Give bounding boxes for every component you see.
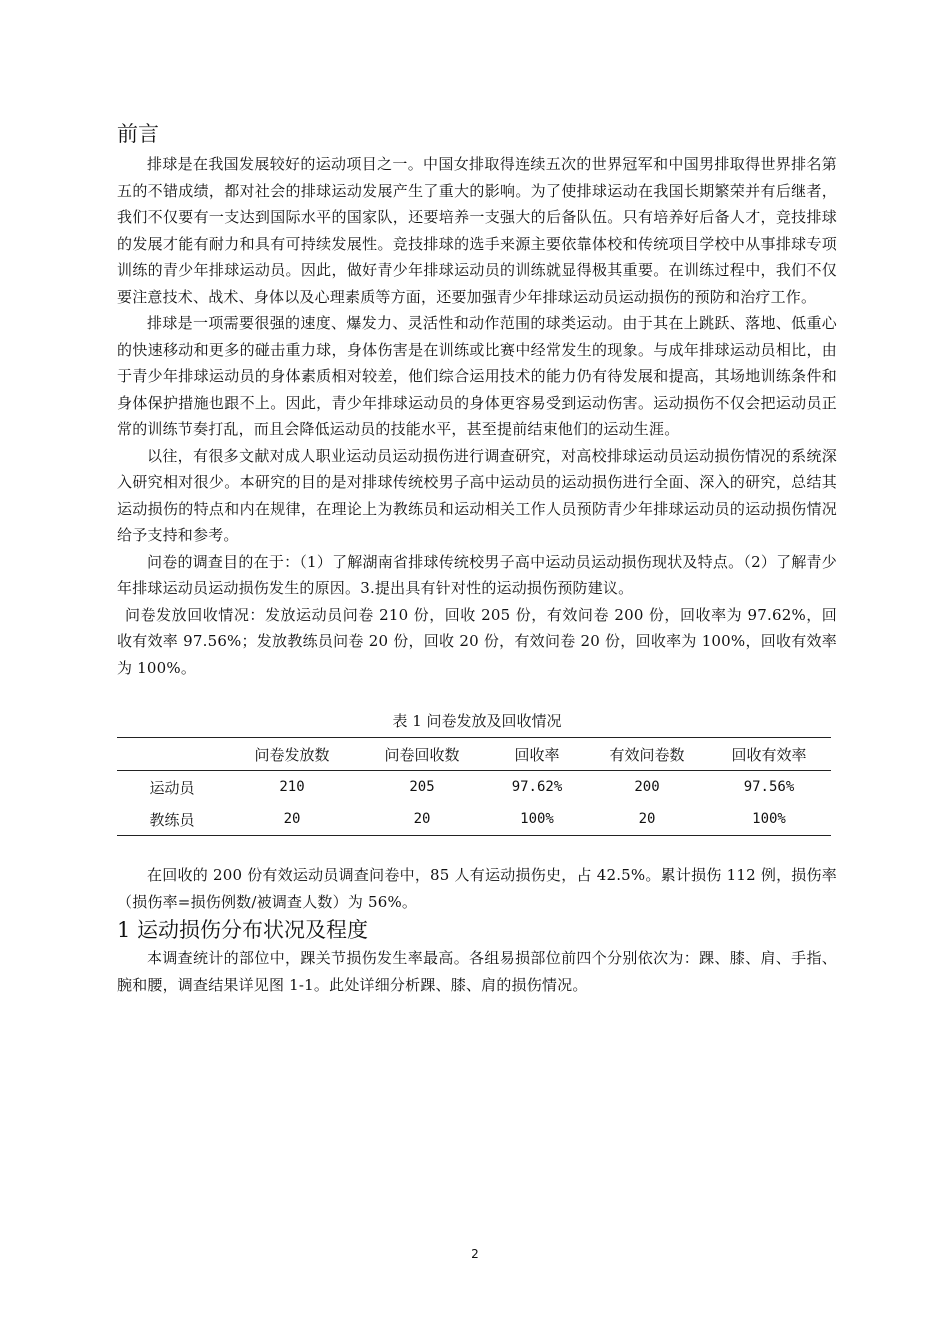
table-cell: 100%: [752, 811, 786, 827]
section-1-paragraph: 本调查统计的部位中，踝关节损伤发生率最高。各组易损部位前四个分别依次为：踝、膝、肩、手指、腕和腰，调查结果详见图 1-1。此处详细分析踝、膝、肩的损伤情况。: [117, 949, 837, 994]
preface-paragraph-1: 排球是在我国发展较好的运动项目之一。中国女排取得连续五次的世界冠军和中国男排取得世界排名第五的不错成绩，都对社会的排球运动发展产生了重大的影响。为了使排球运动在我国长期繁荣并有后继者，我们不仅要有一支达到国际水平的国家队，还要培养一支强大的后备队伍。只有培养好后备人才，竞技排球的发展才能有耐力和具有可持续发展性。竞技排球的选手来源主要依靠体校和传统项目学校中从事排球专项训练的青少年排球运动员。因此，做好青少年排球运动员的训练就显得极其重要。在训练过程中，我们不仅要注意技术、战术、身体以及心理素质等方面，还要加强青少年排球运动员运动损伤的预防和治疗工作。: [117, 155, 837, 306]
questionnaire-table: [117, 737, 831, 836]
injury-summary-paragraph: 在回收的 200 份有效运动员调查问卷中，85 人有运动损伤史，占 42.5%。累计损伤 112 例，损伤率（损伤率=损伤例数/被调查人数）为 56%。: [117, 866, 837, 911]
table-cell: 100%: [520, 811, 554, 827]
table-header-cell: 问卷发放数: [254, 745, 330, 764]
table-header-cell: [117, 738, 227, 771]
table-cell: 运动员: [149, 778, 195, 797]
table-header-row: [117, 738, 831, 771]
preface-paragraph-3: 以往，有很多文献对成人职业运动员运动损伤进行调查研究，对高校排球运动员运动损伤情况的系统深入研究相对很少。本研究的目的是对排球传统校男子高中运动员的运动损伤进行全面、深入的研究，总结其运动损伤的特点和内在规律，在理论上为教练员和运动相关工作人员预防青少年排球运动员的运动损伤情况给予支持和参考。: [117, 446, 837, 544]
table-cell: 97.62%: [511, 779, 563, 795]
table-cell: 20: [283, 811, 301, 827]
table-cell: 210: [279, 779, 305, 795]
table-cell: 教练员: [149, 810, 195, 829]
table-cell: 97.56%: [743, 779, 795, 795]
table-header-cell: 回收率: [514, 745, 560, 764]
table-header-cell: 问卷回收数: [384, 745, 460, 764]
table-cell: 205: [409, 779, 435, 795]
preface-paragraph-2: 排球是一项需要很强的速度、爆发力、灵活性和动作范围的球类运动。由于其在上跳跃、落地、低重心的快速移动和更多的碰击重力球，身体伤害是在训练或比赛中经常发生的现象。与成年排球运动员相比，由于青少年排球运动员的身体素质相对较差，他们综合运用技术的能力仍有待发展和提高，其场地训练条件和身体保护措施也跟不上。因此，青少年排球运动员的身体更容易受到运动伤害。运动损伤不仅会把运动员正常的训练节奏打乱，而且会降低运动员的技能水平，甚至提前结束他们的运动生涯。: [117, 314, 837, 438]
table-cell: 20: [413, 811, 431, 827]
page-content: [117, 117, 837, 998]
table-header-cell: 回收有效率: [731, 745, 807, 764]
section-1-heading: 1 运动损伤分布状况及程度: [117, 918, 369, 942]
page-number: 2: [471, 1247, 479, 1261]
preface-heading: 前言: [117, 122, 159, 146]
distribution-paragraph: 问卷发放回收情况：发放运动员问卷 210 份，回收 205 份，有效问卷 200 份，回收率为 97.62%，回收有效率 97.56%；发放教练员问卷 20 份，回收 20 份，有效问卷 20 份，回收率为 100%，回收有效率为 100%。: [117, 605, 837, 677]
table-cell: 20: [638, 811, 656, 827]
table-header-cell: 有效问卷数: [609, 745, 685, 764]
table-row: [117, 803, 831, 836]
table-caption: 表 1 问卷发放及回收情况: [392, 712, 562, 730]
survey-purpose-paragraph: 问卷的调查目的在于：（1）了解湖南省排球传统校男子高中运动员运动损伤现状及特点。（2）了解青少年排球运动员运动损伤发生的原因。3.提出具有针对性的运动损伤预防建议。: [117, 552, 837, 597]
table-cell: 200: [634, 779, 660, 795]
table-row: [117, 771, 831, 804]
